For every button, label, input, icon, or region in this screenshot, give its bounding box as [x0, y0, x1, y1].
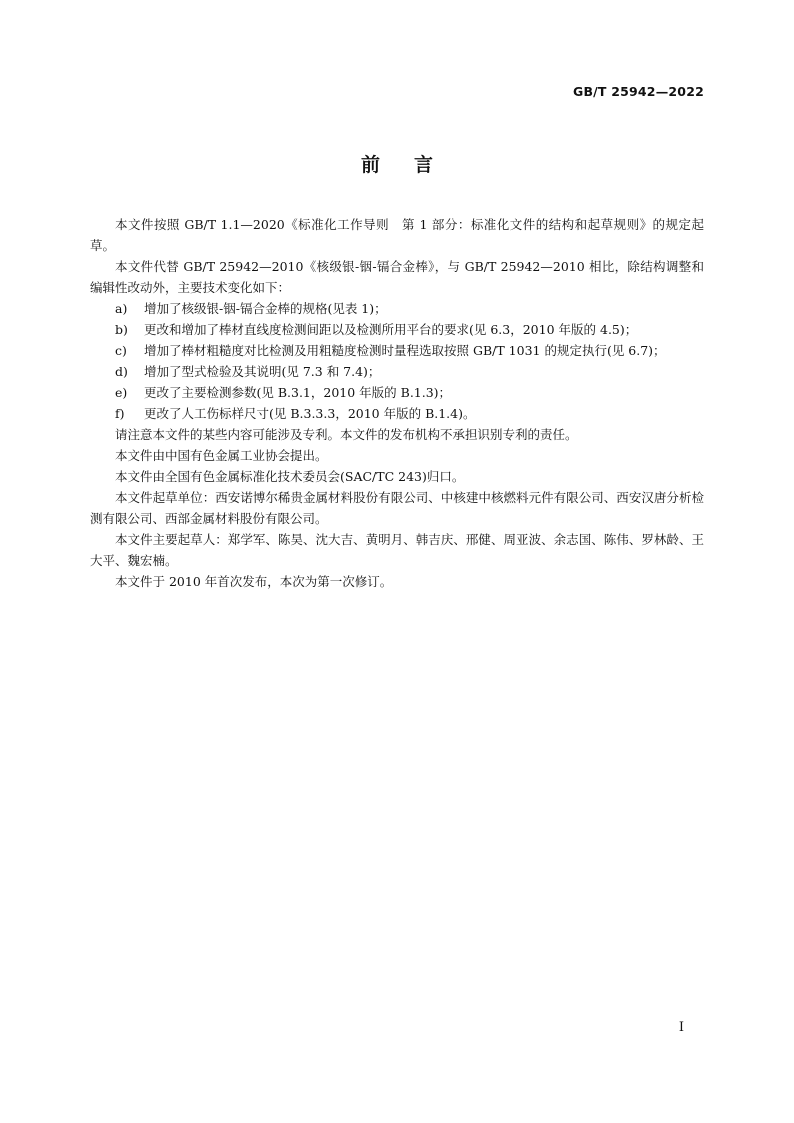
list-item [90, 361, 704, 382]
list-item-text: 增加了型式检验及其说明(见 7.3 和 7.4)； [144, 364, 381, 379]
list-item [90, 298, 704, 319]
paragraph-drafting-organizations: 本文件起草单位：西安诺博尔稀贵金属材料股份有限公司、中核建中核燃料元件有限公司、西安汉唐分析检测有限公司、西部金属材料股份有限公司。 [90, 490, 704, 526]
list-item-marker: a) [115, 301, 128, 316]
paragraph-replacement: 本文件代替 GB/T 25942—2010《核级银-铟-镉合金棒》，与 GB/T 25942—2010 相比，除结构调整和编辑性改动外，主要技术变化如下： [90, 259, 704, 295]
changes-list [90, 298, 704, 424]
paragraph-patent-notice: 请注意本文件的某些内容可能涉及专利。本文件的发布机构不承担识别专利的责任。 [115, 427, 578, 442]
list-item [90, 319, 704, 340]
list-item-text: 更改和增加了棒材直线度检测间距以及检测所用平台的要求(见 6.3，2010 年版的 4.5)； [144, 322, 638, 337]
list-item-marker: d) [115, 364, 128, 379]
list-item-marker: e) [115, 385, 128, 400]
list-item-marker: b) [115, 322, 128, 337]
list-item-text: 增加了棒材粗糙度对比检测及用粗糙度检测时量程选取按照 GB/T 1031 的规定执行(见 6.7)； [144, 343, 666, 358]
paragraph-publication-history: 本文件于 2010 年首次发布，本次为第一次修订。 [115, 574, 393, 589]
page-number: I [678, 1020, 684, 1035]
list-item [90, 403, 704, 424]
list-item-text: 增加了核级银-铟-镉合金棒的规格(见表 1)； [144, 301, 387, 316]
list-item-text: 更改了人工伤标样尺寸(见 B.3.3.3，2010 年版的 B.1.4)。 [144, 406, 476, 421]
paragraph-main-drafters: 本文件主要起草人：郑学军、陈昊、沈大吉、黄明月、韩吉庆、邢健、周亚波、余志国、陈伟、罗林龄、王大平、魏宏楠。 [90, 532, 704, 568]
list-item [90, 382, 704, 403]
document-code: GB/T 25942—2022 [572, 84, 704, 99]
paragraph-responsible-committee: 本文件由全国有色金属标准化技术委员会(SAC/TC 243)归口。 [115, 469, 465, 484]
list-item [90, 340, 704, 361]
list-item-text: 更改了主要检测参数(见 B.3.1，2010 年版的 B.1.3)； [144, 385, 452, 400]
paragraph-drafting-rules: 本文件按照 GB/T 1.1—2020《标准化工作导则 第 1 部分：标准化文件的结构和起草规则》的规定起草。 [90, 217, 704, 253]
page-title: 前言 [360, 154, 467, 176]
list-item-marker: f) [115, 406, 125, 421]
foreword-body [90, 214, 704, 592]
paragraph-proposer: 本文件由中国有色金属工业协会提出。 [115, 448, 328, 463]
list-item-marker: c) [115, 343, 127, 358]
